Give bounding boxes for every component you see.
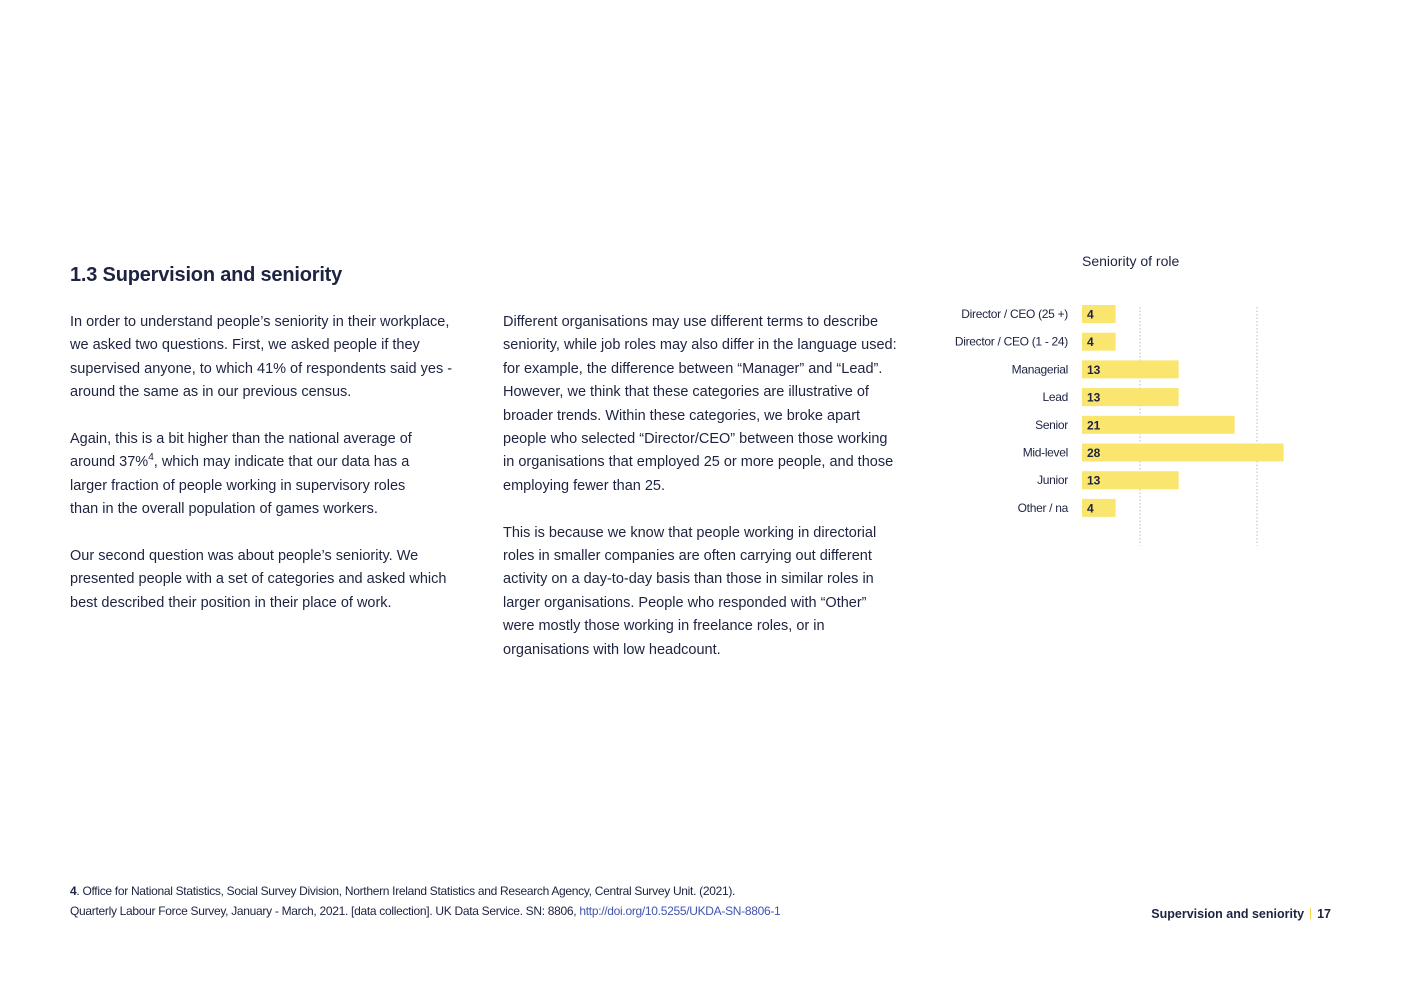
- paragraph: Our second question was about people’s seniority. We presented people with a set of categories and asked which best described their position in their place of work.: [70, 548, 447, 611]
- paragraph-text: Again, this is a bit higher than the national average of around 37%: [70, 431, 412, 471]
- footnote-text: Quarterly Labour Force Survey, January - March, 2021. [data collection]. UK Data Service. SN: 8806,: [70, 904, 580, 918]
- footnote-doi-link[interactable]: http://doi.org/10.5255/UKDA-SN-8806-1: [579, 904, 781, 918]
- page-footer: [1151, 907, 1331, 921]
- footnote-line-1: [70, 881, 780, 901]
- page-heading: 1.3 Supervision and seniority: [70, 264, 343, 286]
- footnote-line-2: [70, 901, 780, 921]
- bar-category-label: Other / na: [1017, 500, 1068, 515]
- middle-text-column: [503, 311, 898, 685]
- bar-category-label: Director / CEO (1 - 24): [954, 334, 1068, 349]
- footnote: [70, 881, 780, 921]
- footnote-number: 4: [70, 884, 77, 898]
- bar-value-label: 21: [1087, 418, 1101, 433]
- bar-category-label: Director / CEO (25 +): [961, 307, 1068, 321]
- bar-value-label: 13: [1087, 473, 1101, 488]
- footnote-text: . Office for National Statistics, Social Survey Division, Northern Ireland Statistics and Research Agency, Central Survey Unit. (2021).: [76, 884, 736, 898]
- page-number: 17: [1317, 907, 1331, 921]
- bar-value-label: 4: [1087, 501, 1094, 516]
- bar-category-label: Senior: [1035, 417, 1068, 432]
- left-text-column: [70, 311, 470, 639]
- paragraph-with-footnote: [70, 428, 420, 522]
- footer-divider: [1310, 908, 1311, 919]
- footer-section-title: Supervision and seniority: [1151, 907, 1305, 921]
- paragraph: Different organisations may use different terms to describe seniority, while job roles may also differ in the language used: for example, the difference between “Manager” and “Lead”. However, we think that these categories are illustrative of broader trends. Within these categories, we broke apart people who selected “Director/CEO” between those working in organisations that employed 25 or more people, and those employing fewer than 25.: [503, 314, 897, 494]
- paragraph: This is because we know that people working in directorial roles in smaller companies are often carrying out different activity on a day-to-day basis than those in similar roles in larger organisations. People who responded with “Other” were mostly those working in freelance roles, or in organisations with low headcount.: [503, 524, 877, 658]
- bar: [1082, 416, 1235, 434]
- bar-category-label: Junior: [1037, 473, 1068, 488]
- bar-category-label: Lead: [1042, 390, 1068, 405]
- bar-category-label: Mid-level: [1022, 445, 1068, 460]
- paragraph-text: , which may indicate that our data has a larger fraction of people working in supervisory roles than in the overall population of games workers.: [70, 454, 410, 518]
- paragraph: In order to understand people’s seniority in their workplace, we asked two questions. First, we asked people if they supervised anyone, to which 41% of respondents said yes - around the same as in our previous census.: [70, 314, 453, 401]
- bar-value-label: 4: [1087, 307, 1094, 322]
- bar: [1082, 444, 1284, 462]
- footnote-reference[interactable]: 4: [148, 452, 154, 464]
- bar-value-label: 28: [1087, 446, 1101, 460]
- bar-category-label: Managerial: [1011, 362, 1068, 377]
- bar-value-label: 4: [1087, 335, 1094, 350]
- chart-title: Seniority of role: [1082, 253, 1180, 269]
- bar-value-label: 13: [1087, 390, 1101, 405]
- bar-value-label: 13: [1087, 362, 1101, 377]
- seniority-bar-chart: [940, 305, 1300, 565]
